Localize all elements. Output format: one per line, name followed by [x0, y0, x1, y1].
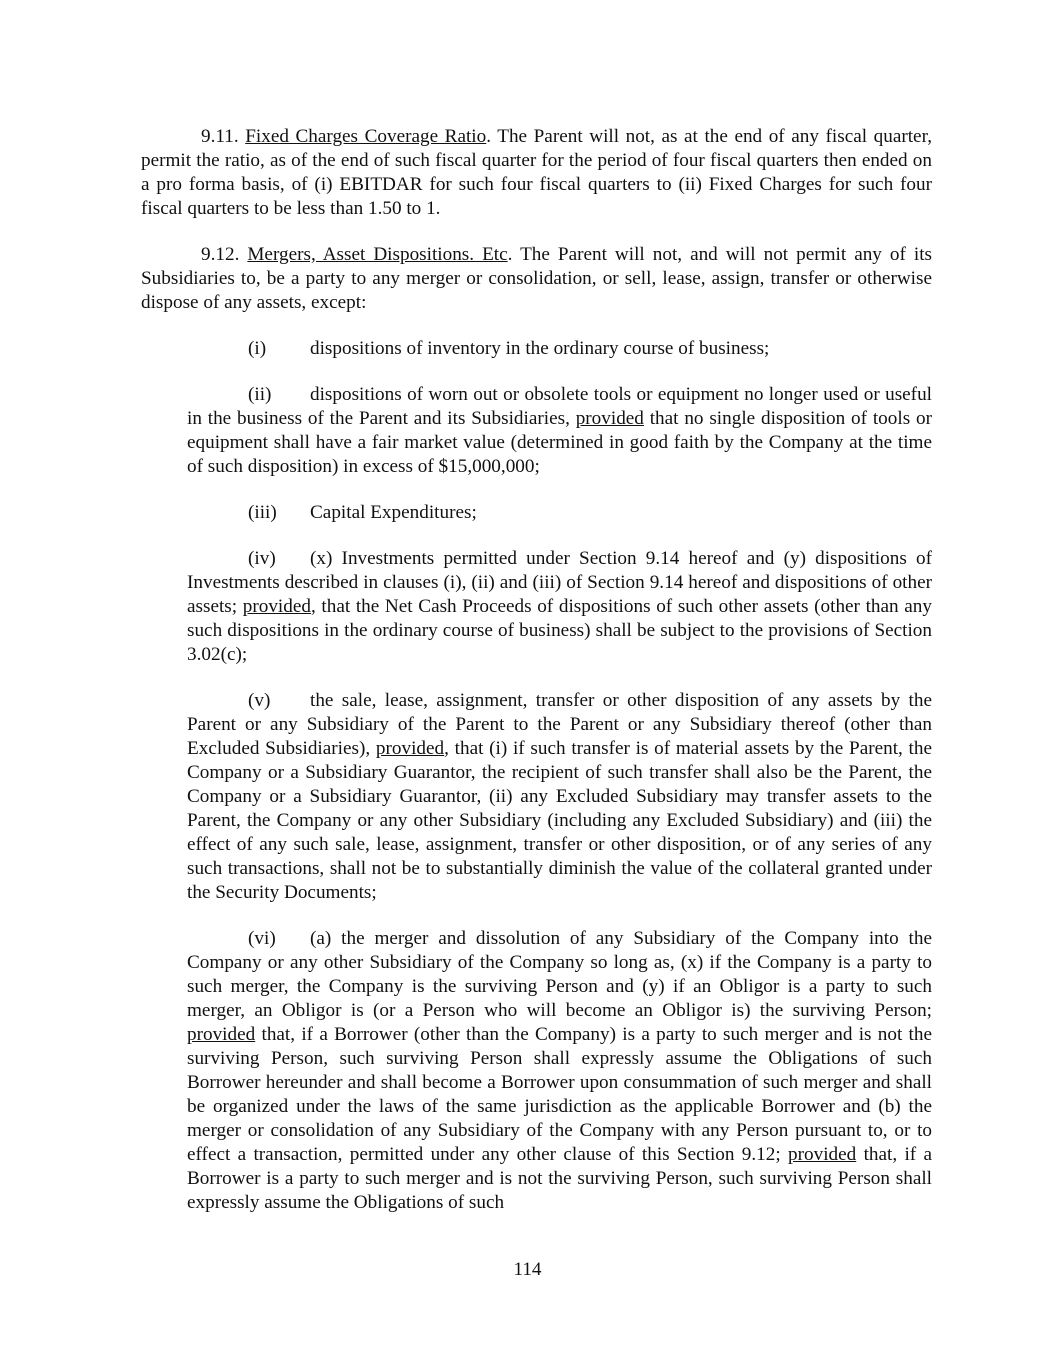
page-number: 114: [513, 1259, 542, 1280]
clause-number: (v): [248, 690, 271, 711]
clause-text: Capital Expenditures;: [310, 502, 477, 523]
clause-text: dispositions of inventory in the ordinary course of business;: [310, 338, 770, 359]
provided-term: provided: [375, 738, 445, 759]
section-heading: Mergers, Asset Dispositions. Etc: [247, 244, 508, 265]
section-9-11: [141, 125, 932, 221]
section-heading: Fixed Charges Coverage Ratio: [245, 126, 487, 147]
clause-number: (vi): [248, 928, 276, 949]
section-body: The Parent will not, and will not permit any of its Subsidiaries to, be a party to any merger or consolidation, or sell, lease, assign, transfer or otherwise dispose of any assets, except:: [141, 244, 932, 313]
clause-number: (i): [248, 338, 267, 359]
clause-v: [187, 689, 932, 905]
provided-term: provided: [187, 1024, 256, 1045]
clause-number: (iii): [248, 502, 277, 523]
clause-text: , that the Net Cash Proceeds of dispositions of such other assets (other than any such dispositions in the ordinary course of business) shall be subject to the provisions of Section 3.02(c);: [187, 596, 932, 665]
clause-vi: [187, 927, 932, 1215]
clause-text: (a) the merger and dissolution of any Subsidiary of the Company into the Company or any other Subsidiary of the Company so long as, (x) if the Company is a party to such merger, the Company is the surviving Person and (y) if an Obligor is a party to such merger, an Obligor is (or a Person who will become an Obligor is) the surviving Person;: [187, 928, 932, 1021]
section-body: The Parent will not, as at the end of any fiscal quarter, permit the ratio, as of the end of such fiscal quarter for the period of four fiscal quarters then ended on a pro forma basis, of (i) EBITDAR for such four fiscal quarters to (ii) Fixed Charges for such four fiscal quarters to be less than 1.50 to 1.: [141, 126, 932, 219]
document-page: [141, 125, 932, 1237]
section-number: 9.11.: [201, 126, 239, 147]
clause-iii: [187, 501, 932, 525]
clause-number: (iv): [248, 548, 276, 569]
clause-iv: [187, 547, 932, 667]
heading-period: .: [507, 244, 513, 265]
clause-text: that, if a Borrower (other than the Company) is a party to such merger and is not the surviving Person, such surviving Person shall expressly assume the Obligations of such Borrower hereunder and shall become a Borrower upon consummation of such merger and shall be organized under the laws of the same jurisdiction as the applicable Borrower and (b) the merger or consolidation of any Subsidiary of the Company with any Person pursuant to, or to effect a transaction, permitted under any other clause of this Section 9.12;: [187, 1024, 932, 1165]
clause-text: dispositions of worn out or obsolete tools or equipment no longer used or useful in the business of the Parent and its Subsidiaries,: [187, 384, 932, 429]
provided-term: provided: [242, 596, 311, 617]
section-9-12: [141, 243, 932, 315]
clause-text: (x) Investments permitted under Section 9.14 hereof and (y) dispositions of Investments described in clauses (i), (ii) and (iii) of Section 9.14 hereof and dispositions of other assets;: [187, 548, 932, 617]
clause-number: (ii): [248, 384, 272, 405]
heading-period: .: [486, 126, 492, 147]
clause-i: [187, 337, 932, 361]
clause-text: the sale, lease, assignment, transfer or other disposition of any assets by the Parent or any Subsidiary of the Parent to the Parent or any Subsidiary thereof (other than Excluded Subsidiaries),: [187, 690, 932, 759]
clause-text: , that (i) if such transfer is of material assets by the Parent, the Company or a Subsidiary Guarantor, the recipient of such transfer shall also be the Parent, the Company or a Subsidiary Guarantor, (ii) any Excluded Subsidiary may transfer assets to the Parent, the Company or any other Subsidiary (including any Excluded Subsidiary) and (iii) the effect of any such sale, lease, assignment, transfer or other disposition, or of any series of any such transactions, shall not be to substantially diminish the value of the collateral granted under the Security Documents;: [187, 738, 932, 903]
clause-text: that, if a Borrower is a party to such merger and is not the surviving Person, such surviving Person shall expressly assume the Obligations of such: [187, 1144, 932, 1213]
clause-ii: [187, 383, 932, 479]
clause-text: that no single disposition of tools or equipment shall have a fair market value (determined in good faith by the Company at the time of such disposition) in excess of $15,000,000;: [187, 408, 932, 477]
provided-term: provided: [575, 408, 644, 429]
section-number: 9.12.: [201, 244, 240, 265]
provided-term: provided: [788, 1144, 857, 1165]
